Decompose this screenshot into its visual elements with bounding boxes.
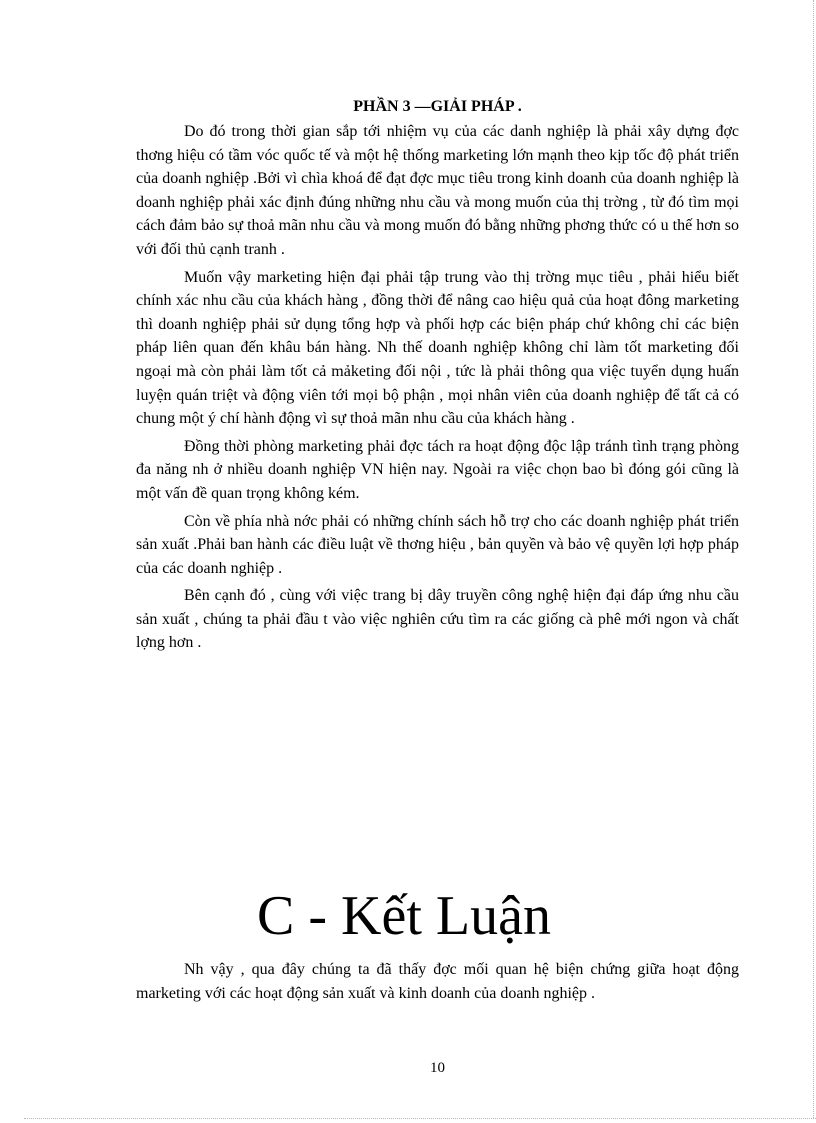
page-number: 10 xyxy=(430,1060,445,1076)
section-heading: PHẦN 3 —GIẢI PHÁP . xyxy=(353,98,522,115)
paragraph-2: Muốn vậy marketing hiện đại phải tập trung vào thị trờng mục tiêu , phải hiểu biết chính xác nhu cầu của khách hàng , đồng thời để nâng cao hiệu quả của hoạt đông marketing thì doanh nghiệp phải sử dụng tổng hợp và phối hợp các biện pháp chứ không chỉ các biện pháp liên quan đến khâu bán hàng. Nh thế doanh nghiệp không chỉ làm tốt marketing đối ngoại mà còn phải làm tốt cả mảketing đối nội , tức là phải thông qua việc tuyển dụng huấn luyện quán triệt và động viên tới mọi bộ phận , mọi nhân viên của doanh nghiệp để tất cả có chung một ý chí hành động vì sự thoả mãn nhu cầu của khách hàng . xyxy=(136,268,739,428)
conclusion-title: C - Kết Luận xyxy=(257,885,551,947)
paragraph-1: Do đó trong thời gian sắp tới nhiệm vụ của các danh nghiệp là phải xây dựng đợc thơng hiệu có tầm vóc quốc tế và một hệ thống marketing lớn mạnh theo kịp tốc độ phát triển của doanh nghiệp .Bởi vì chìa khoá để đạt đợc mục tiêu trong kinh doanh của doanh nghiệp là doanh nghiệp phải xác định đúng những nhu cầu và mong muốn của thị trờng , từ đó tìm mọi cách đảm bảo sự thoả mãn nhu cầu và mong muốn đó bằng những phơng thức có u thế hơn so với đối thủ cạnh tranh . xyxy=(136,123,739,258)
paragraph-5: Bên cạnh đó , cùng với việc trang bị dây truyền công nghệ hiện đại đáp ứng nhu cầu sản xuất , chúng ta phải đầu t vào việc nghiên cứu tìm ra các giống cà phê mới ngon và chất lợng hơn . xyxy=(136,587,739,652)
page-border-right xyxy=(813,0,814,1118)
conclusion-body xyxy=(136,958,739,1030)
conclusion-paragraph: Nh vậy , qua đây chúng ta đã thấy đợc mối quan hệ biện chứng giữa hoạt động marketing với các hoạt động sản xuất và kinh doanh của doanh nghiệp . xyxy=(136,961,739,1002)
paragraph-4: Còn về phía nhà nớc phải có những chính sách hỗ trợ cho các doanh nghiệp phát triển sản xuất .Phải ban hành các điều luật về thơng hiệu , bản quyền và bảo vệ quyền lợi hợp pháp của các doanh nghiệp . xyxy=(136,512,739,577)
page-border-bottom xyxy=(24,1118,816,1119)
section-body xyxy=(136,120,739,659)
paragraph-3: Đồng thời phòng marketing phải đợc tách ra hoạt động độc lập tránh tình trạng phòng đa năng nh ở nhiều doanh nghiệp VN hiện nay. Ngoài ra việc chọn bao bì đóng gói cũng là một vấn đề quan trọng không kém. xyxy=(136,437,739,502)
